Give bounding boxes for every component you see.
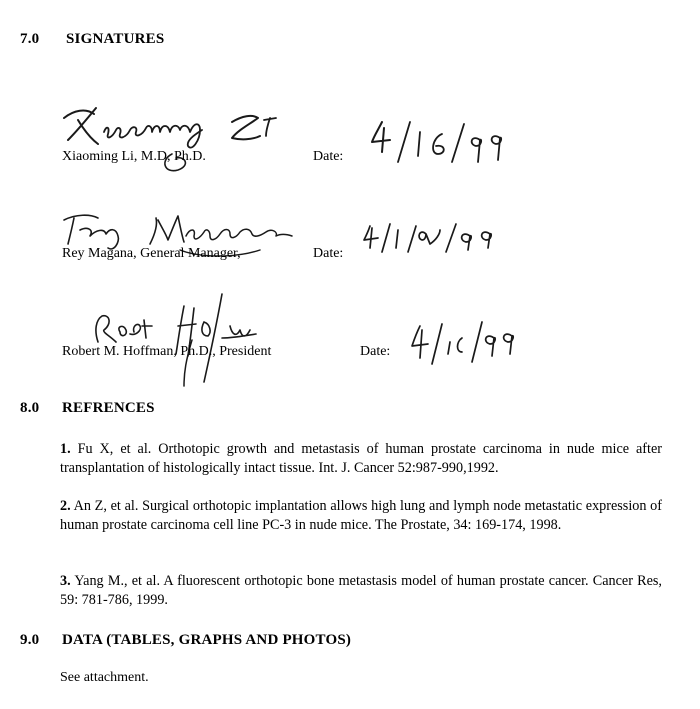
reference-number: 1. bbox=[60, 441, 71, 457]
reference-item bbox=[60, 440, 662, 478]
date-label: Date: bbox=[313, 246, 344, 261]
section-heading-references bbox=[20, 400, 155, 417]
reference-text: An Z, et al. Surgical orthotopic implantation allows high lung and lymph node metastatic expression of human prostate carcinoma cell line PC-3 in nude mice. The Prostate, 34: 169-174, 1998. bbox=[60, 498, 662, 533]
signature-robert-hoffman bbox=[80, 286, 260, 388]
section-heading-signatures bbox=[20, 31, 164, 48]
section-number: 7.0 bbox=[20, 31, 40, 47]
signature-xiaoming-li bbox=[60, 100, 300, 180]
signer-name: Xiaoming Li, M.D, Ph.D. bbox=[62, 149, 206, 164]
section-title: REFRENCES bbox=[62, 400, 155, 416]
signer-name: Rey Magana, General Manager, bbox=[62, 246, 241, 261]
reference-number: 2. bbox=[60, 498, 71, 514]
date-label: Date: bbox=[360, 344, 391, 359]
signer-name: Robert M. Hoffman, Ph.D., President bbox=[62, 344, 272, 359]
reference-text: Fu X, et al. Orthotopic growth and metastasis of human prostate carcinoma in nude mice after transplantation of histologically intact tissue. Int. J. Cancer 52:987-990,1992. bbox=[60, 441, 662, 476]
handwritten-date-3 bbox=[408, 318, 518, 368]
section-title: DATA (TABLES, GRAPHS AND PHOTOS) bbox=[62, 632, 352, 648]
section-number: 8.0 bbox=[20, 400, 40, 416]
handwritten-date-2 bbox=[360, 220, 500, 260]
reference-item bbox=[60, 497, 662, 535]
reference-item bbox=[60, 572, 662, 610]
handwritten-date-1 bbox=[368, 118, 508, 168]
date-label: Date: bbox=[313, 149, 344, 164]
reference-number: 3. bbox=[60, 573, 71, 589]
attachment-note: See attachment. bbox=[60, 670, 149, 685]
section-number: 9.0 bbox=[20, 632, 40, 648]
section-title: SIGNATURES bbox=[66, 31, 165, 47]
section-heading-data bbox=[20, 632, 351, 649]
reference-text: Yang M., et al. A fluorescent orthotopic bone metastasis model of human prostate cancer. Cancer Res, 59: 781-786, 1999. bbox=[60, 573, 662, 608]
